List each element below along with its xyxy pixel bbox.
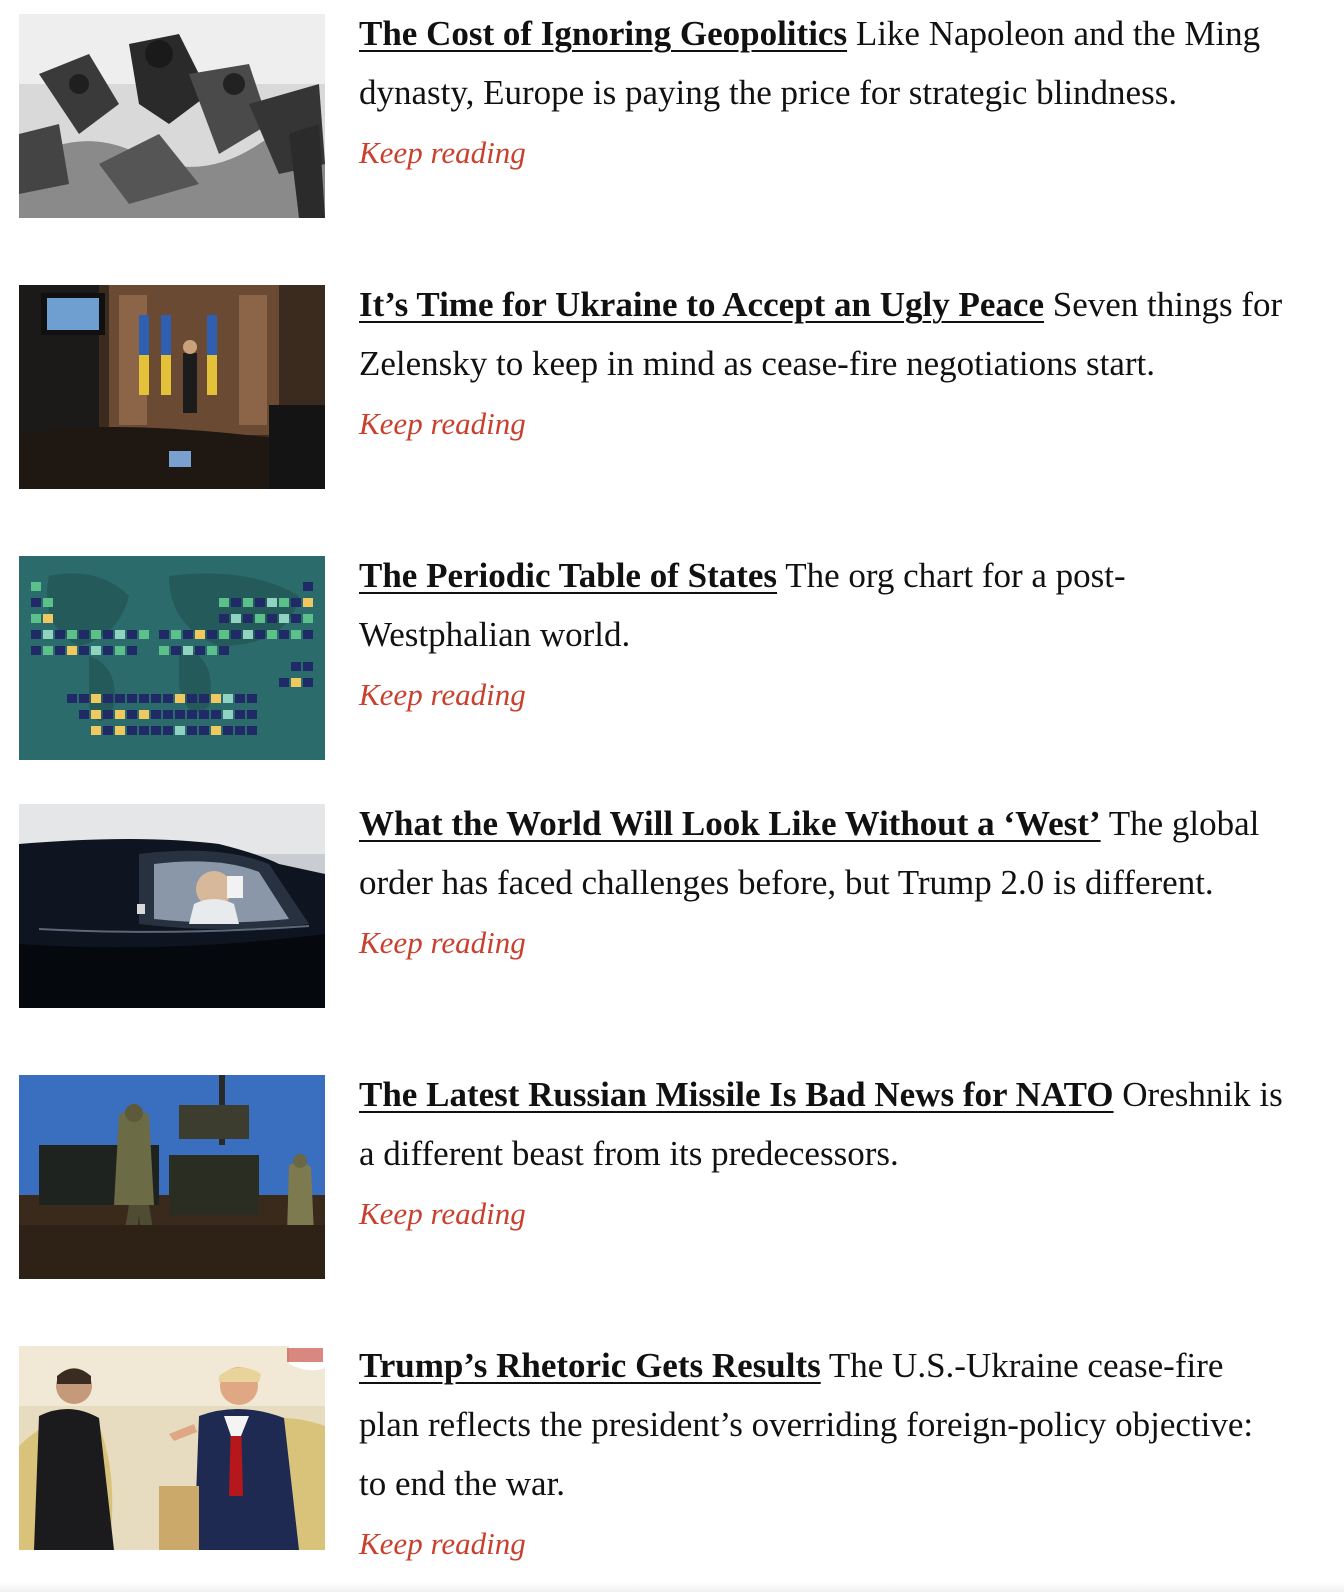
- article-dek: The U.S.-Ukraine cease-fire plan reflects the president’s overriding foreign-policy objective: to end the war.: [359, 1346, 1254, 1503]
- article-dek: The org chart for a post-Westphalian world.: [359, 556, 1126, 654]
- article-blurb: [359, 275, 1289, 393]
- battle-engraving-icon: [19, 14, 325, 218]
- article-blurb: [359, 4, 1289, 122]
- article-dek: Oreshnik is a different beast from its predecessors.: [359, 1075, 1283, 1173]
- periodic-map-icon: [19, 556, 325, 760]
- keep-reading-link[interactable]: Keep reading: [359, 1196, 526, 1231]
- periodic-map-image[interactable]: [19, 556, 325, 760]
- article-text: [359, 4, 1289, 184]
- keep-reading-link[interactable]: Keep reading: [359, 406, 526, 441]
- article-blurb: [359, 794, 1289, 912]
- article-blurb: [359, 1336, 1289, 1513]
- limousine-icon: [19, 804, 325, 1008]
- press-conference-image[interactable]: [19, 285, 325, 489]
- article-dek: Like Napoleon and the Ming dynasty, Europe is paying the price for strategic blindness.: [359, 14, 1261, 112]
- article-text: [359, 1065, 1289, 1245]
- article-dek: The global order has faced challenges before, but Trump 2.0 is different.: [359, 804, 1260, 902]
- limousine-image[interactable]: [19, 804, 325, 1008]
- article-headline-link[interactable]: The Cost of Ignoring Geopolitics: [359, 14, 848, 53]
- oval-office-meeting-image[interactable]: [19, 1346, 325, 1550]
- keep-reading-link[interactable]: Keep reading: [359, 925, 526, 960]
- article-headline-link[interactable]: What the World Will Look Like Without a ‘West’: [359, 804, 1101, 843]
- article-headline-link[interactable]: It’s Time for Ukraine to Accept an Ugly Peace: [359, 285, 1044, 324]
- keep-reading-link[interactable]: Keep reading: [359, 1526, 526, 1561]
- keep-reading-link[interactable]: Keep reading: [359, 677, 526, 712]
- article-text: [359, 275, 1289, 455]
- soldiers-launcher-icon: [19, 1075, 325, 1279]
- press-conference-icon: [19, 285, 325, 489]
- soldiers-launcher-image[interactable]: [19, 1075, 325, 1279]
- oval-office-meeting-icon: [19, 1346, 325, 1550]
- battle-engraving-image[interactable]: [19, 14, 325, 218]
- article-blurb: [359, 1065, 1289, 1183]
- article-text: [359, 1336, 1289, 1575]
- bottom-fade: [0, 1582, 1344, 1592]
- article-headline-link[interactable]: The Periodic Table of States: [359, 556, 778, 595]
- article-text: [359, 794, 1289, 974]
- article-text: [359, 546, 1289, 726]
- article-headline-link[interactable]: The Latest Russian Missile Is Bad News for NATO: [359, 1075, 1114, 1114]
- article-headline-link[interactable]: Trump’s Rhetoric Gets Results: [359, 1346, 821, 1385]
- article-dek: Seven things for Zelensky to keep in mind as cease-fire negotiations start.: [359, 285, 1283, 383]
- keep-reading-link[interactable]: Keep reading: [359, 135, 526, 170]
- article-blurb: [359, 546, 1289, 664]
